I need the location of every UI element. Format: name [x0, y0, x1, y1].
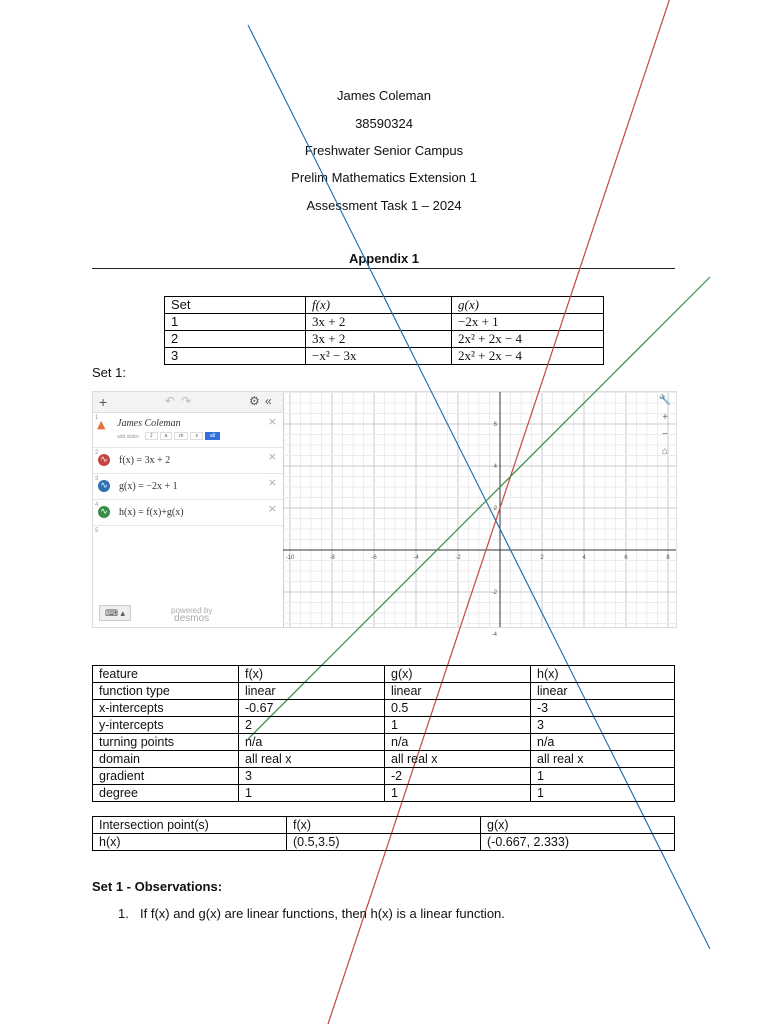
wrench-icon: 🔧: [658, 395, 672, 406]
table-cell: 1: [531, 785, 675, 802]
table-row: [93, 834, 675, 851]
row-number: 4: [95, 502, 99, 508]
table-cell: 2x² + 2x − 4: [452, 348, 604, 365]
row-number: 2: [95, 450, 99, 456]
table-cell: 2: [165, 331, 306, 348]
table-cell: domain: [93, 751, 239, 768]
graph-tools: [654, 392, 676, 462]
gear-icon: ⚙: [249, 394, 260, 408]
table-cell: 1: [385, 785, 531, 802]
close-icon: ×: [267, 476, 277, 489]
table-header-row: [93, 817, 675, 834]
sets-table: [164, 296, 604, 365]
graph-color-icon: ∿: [98, 506, 110, 518]
table-cell: n/a: [239, 734, 385, 751]
header-cell: f(x): [306, 297, 452, 314]
table-cell: 0.5: [385, 700, 531, 717]
x-tick-label: -2: [455, 555, 461, 561]
table-cell: x-intercepts: [93, 700, 239, 717]
table-cell: n/a: [531, 734, 675, 751]
header-cell: feature: [93, 666, 239, 683]
expression-panel: [93, 392, 284, 627]
observation-text: If f(x) and g(x) are linear functions, then h(x) is a linear function.: [140, 906, 505, 921]
table-cell: all real x: [239, 751, 385, 768]
table-cell: 3x + 2: [306, 314, 452, 331]
table-cell: n/a: [385, 734, 531, 751]
note-text: James Coleman: [117, 418, 181, 429]
slider-button: s: [190, 432, 203, 440]
y-tick-label: -4: [491, 632, 497, 638]
intersection-table: [92, 816, 675, 851]
school-name: Freshwater Senior Campus: [304, 143, 464, 158]
table-cell: 3: [239, 768, 385, 785]
table-cell: 1: [165, 314, 306, 331]
table-cell: linear: [385, 683, 531, 700]
header-cell: f(x): [287, 817, 481, 834]
header-cell: g(x): [481, 817, 675, 834]
table-row: [93, 717, 675, 734]
redo-icon: ↷: [181, 394, 192, 408]
table-cell: (0.5,3.5): [287, 834, 481, 851]
close-icon: ×: [267, 502, 277, 515]
x-tick-label: 4: [582, 555, 586, 561]
header-cell: g(x): [385, 666, 531, 683]
table-cell: 3: [165, 348, 306, 365]
task-name: Assessment Task 1 – 2024: [306, 198, 462, 213]
powered-by: [171, 607, 212, 623]
table-cell: 2: [239, 717, 385, 734]
table-row: [165, 348, 604, 365]
table-cell: degree: [93, 785, 239, 802]
table-cell: 1: [385, 717, 531, 734]
desmos-logo: desmos: [174, 613, 210, 624]
course-name: Prelim Mathematics Extension 1: [291, 170, 477, 185]
table-cell: 1: [531, 768, 675, 785]
table-cell: linear: [531, 683, 675, 700]
graph-color-icon: ∿: [98, 454, 110, 466]
x-tick-label: -4: [413, 555, 419, 561]
close-icon: ×: [267, 450, 277, 463]
table-header-row: [165, 297, 604, 314]
table-row: [165, 331, 604, 348]
set1-label: Set 1:: [92, 365, 126, 380]
observation-number: 1.: [118, 906, 129, 921]
undo-icon: ↶: [165, 394, 176, 408]
student-name: James Coleman: [337, 88, 431, 103]
zoom-in-icon: +: [662, 412, 668, 423]
observations-title: Set 1 - Observations:: [92, 879, 223, 894]
table-cell: 3: [531, 717, 675, 734]
table-cell: 1: [239, 785, 385, 802]
title-divider: [92, 268, 675, 269]
close-icon: ×: [267, 415, 277, 428]
y-tick-label: 4: [493, 464, 497, 470]
table-cell: (-0.667, 2.333): [481, 834, 675, 851]
x-tick-label: -8: [329, 555, 335, 561]
slider-button: m: [174, 432, 188, 440]
expression-row: [93, 448, 283, 474]
expression-row: [93, 500, 283, 526]
x-tick-label: -10: [285, 555, 295, 561]
x-tick-label: 6: [624, 555, 628, 561]
table-row: [93, 700, 675, 717]
expression-text: h(x) = f(x)+g(x): [119, 507, 184, 518]
table-cell: all real x: [531, 751, 675, 768]
x-tick-label: 8: [666, 555, 670, 561]
row-number: 3: [95, 476, 99, 482]
table-cell: -0.67: [239, 700, 385, 717]
graph-canvas: [283, 392, 676, 638]
x-tick-label: 2: [540, 555, 544, 561]
slider-button: J: [145, 432, 158, 440]
table-cell: −2x + 1: [452, 314, 604, 331]
powered-by-text: powered by: [171, 606, 213, 615]
collapse-icon: «: [265, 394, 272, 408]
table-cell: all real x: [385, 751, 531, 768]
table-cell: -3: [531, 700, 675, 717]
zoom-out-icon: −: [662, 429, 668, 440]
table-cell: −x² − 3x: [306, 348, 452, 365]
slider-hint: add slider:: [117, 434, 141, 440]
expression-toolbar: [93, 392, 283, 413]
empty-expression-row: [93, 526, 283, 551]
home-icon: ⌂: [661, 446, 669, 457]
expression-row: [93, 474, 283, 500]
table-cell: y-intercepts: [93, 717, 239, 734]
x-tick-label: -6: [371, 555, 377, 561]
warning-icon: ▲: [97, 418, 106, 431]
header-cell: f(x): [239, 666, 385, 683]
slider-button: a: [160, 432, 173, 440]
expression-text: f(x) = 3x + 2: [119, 455, 171, 466]
table-cell: function type: [93, 683, 239, 700]
header-cell: Intersection point(s): [93, 817, 287, 834]
table-row: [165, 314, 604, 331]
graph-color-icon: ∿: [98, 480, 110, 492]
row-number: 1: [95, 415, 99, 421]
table-cell: 3x + 2: [306, 331, 452, 348]
table-cell: h(x): [93, 834, 287, 851]
table-cell: linear: [239, 683, 385, 700]
appendix-title: Appendix 1: [348, 251, 420, 266]
table-cell: 2x² + 2x − 4: [452, 331, 604, 348]
y-tick-label: 2: [493, 506, 497, 512]
add-icon: +: [99, 394, 108, 410]
table-row: [93, 768, 675, 785]
keyboard-icon: ⌨ ▴: [99, 605, 131, 621]
header-cell: h(x): [531, 666, 675, 683]
y-tick-label: 6: [493, 422, 497, 428]
table-cell: turning points: [93, 734, 239, 751]
student-id: 38590324: [355, 116, 413, 131]
row-number: 5: [95, 528, 99, 534]
table-row: [93, 785, 675, 802]
features-table: [92, 665, 675, 802]
table-cell: -2: [385, 768, 531, 785]
table-cell: gradient: [93, 768, 239, 785]
table-header-row: [93, 666, 675, 683]
table-row: [93, 751, 675, 768]
desmos-screenshot: [92, 391, 677, 638]
header-cell: g(x): [452, 297, 604, 314]
slider-all-button: all: [205, 432, 220, 440]
table-row: [93, 683, 675, 700]
table-row: [93, 734, 675, 751]
expression-text: g(x) = −2x + 1: [119, 481, 178, 492]
y-tick-label: -2: [491, 590, 497, 596]
note-row: [93, 413, 283, 448]
header-cell: Set: [165, 297, 306, 314]
